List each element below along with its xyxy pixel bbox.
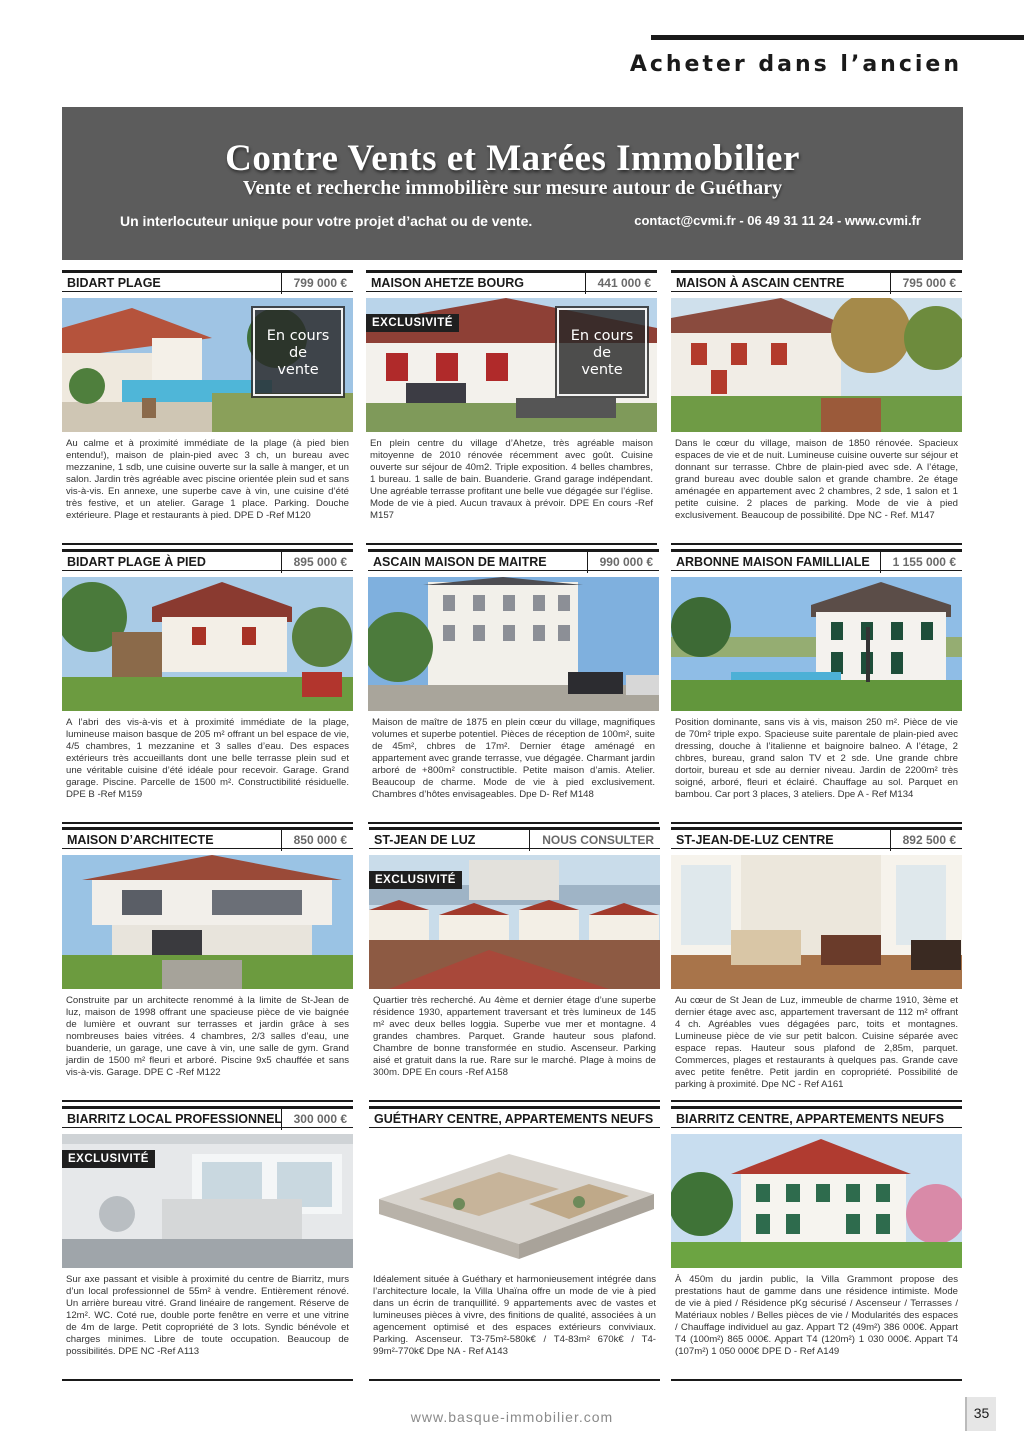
listing-header [62,827,353,849]
listing-title: MAISON À ASCAIN CENTRE [676,276,845,290]
listing-title: BIDART PLAGE [67,276,161,290]
top-rule [651,35,1024,40]
listing-description: Maison de maître de 1875 en plein cœur du village, magnifiques volumes et superbe potentiel. Pièces de réception de 100m², suite de 45m², chbres de 17m². Dernier étage aménagé en appartement avec grande terrasse, vue dégagée. Charmant jardin arboré de +800m² constructible. Petite maison d’amis. Atelier. Beaucoup de charme. Mode de vie à pied exclusivement. Chambres d’hôtes envisageables. Dpe D- Ref M148 [372,717,655,800]
page-number: 35 [965,1397,996,1431]
listing-photo[interactable] [671,577,962,711]
listing-header [671,827,962,849]
card-divider [671,822,962,824]
section-title: Acheter dans l’ancien [629,52,962,77]
listing-description: Sur axe passant et visible à proximité du centre de Biarritz, murs d’un local professionnel de 55m² à vendre. Entièrement rénové. Un arrière bureau vitré. Grand linéaire de rangement. Réserve de 12m². WC. Coté rue, double porte fenêtre en verre et une vitrine de 4m de large. Petit copropriété de 3 lots. Syndic bénévole et charges minimes. Libre de toute occupation. Beaucoup de possibilités. DPE NC -Ref A113 [66,1274,349,1357]
listing-card[interactable] [369,827,660,1078]
listing-description: Idéalement située à Guéthary et harmonieusement intégrée dans l’architecture locale, la Villa Uhaïna offre un mode de vie à pied dans un écrin de tranquillité. 9 appartements avec de vastes et lumineuses pièces à vivre, des finitions de qualité, associées à un agencement optimisé et des espaces extérieurs conviviaux. Parking. Ascenseur. T3-75m²-580k€ / T4-83m² 670k€ / T4-99m²-770k€ Dpe NA - Ref A143 [373,1274,656,1357]
card-divider [671,1379,962,1381]
listing-header [368,549,659,571]
listing-description: À 450m du jardin public, la Villa Grammont propose des prestations haut de gamme dans une résidence intimiste. Mode de vie à pied / Résidence pKg sécurisé / Ascenseur / Terrasses / Matériaux nobles / Belles pièces de vie / Modularités des espaces / Chauffage individuel au gaz. Appart T2 (49m²) 386 000€. Appart T4 (100m²) 865 000€. Appart T4 (120m²) 1 030 000€. Appart T4 (107m²) 1 050 000€ DPE D - Ref A149 [675,1274,958,1357]
listing-description: Position dominante, sans vis à vis, maison 250 m². Pièce de vie de 70m² triple expo. Spacieuse suite parentale de plain-pied avec dressing, douche à l’italienne et baignoire balneo. A l’étage, 2 chbres, bureau, grand salon TV et 2 sde. Une grande chbre dortoir, bureau et sde au dernier niveau. Jardin de 2200m² très soigné, arboré, fleuri et éclairé. Chauffage au sol. Parquet en bambou. Car port 3 places, 3 ateliers. Dpe A - Ref M134 [675,717,958,800]
listing-title: BIARRITZ LOCAL PROFESSIONNEL [67,1112,283,1126]
listing-header [671,270,962,292]
listing-photo[interactable] [368,577,659,711]
listing-header [671,1106,962,1128]
listing-title: GUÉTHARY CENTRE, APPARTEMENTS NEUFS [374,1112,654,1126]
card-divider [366,543,657,545]
listing-header [62,549,353,571]
listing-price: 1 155 000 € [880,552,962,573]
card-divider [671,543,962,545]
listing-photo[interactable] [62,298,353,432]
listing-photo[interactable] [62,577,353,711]
sale-status-box: En cours de vente [253,308,343,396]
listing-price: 799 000 € [281,273,353,294]
listing-title: BIARRITZ CENTRE, APPARTEMENTS NEUFS [676,1112,945,1126]
listing-photo[interactable] [62,855,353,989]
listing-price: 990 000 € [587,552,659,573]
listing-description: En plein centre du village d’Ahetze, très agréable maison mitoyenne de 2010 rénovée récemment avec goût. Cuisine ouverte sur séjour de 40m2. Triple exposition. 4 belles chambres, 1 bureau. 1 salle de bain. Buanderie. Grand garage indépendant. Une agréable terrasse profitant une belle vue dégagée sur l’église. Mode de vie à pied. Aucun travaux à prévoir. DPE En cours -Ref M157 [370,438,653,521]
listing-card[interactable] [671,827,962,1090]
listing-photo[interactable] [62,1134,353,1268]
listing-header [62,1106,353,1128]
agency-tagline: Un interlocuteur unique pour votre projet d’achat ou de vente. [120,213,533,229]
card-divider [368,822,659,824]
agency-contact[interactable]: contact@cvmi.fr - 06 49 31 11 24 - www.cvmi.fr [634,213,921,228]
exclusive-badge: EXCLUSIVITÉ [62,1150,155,1168]
listing-title: ST-JEAN-DE-LUZ CENTRE [676,833,834,847]
listing-card[interactable] [671,549,962,800]
listing-title: ARBONNE MAISON FAMILLIALE [676,555,870,569]
listing-card[interactable] [62,827,353,1078]
listing-photo[interactable] [369,855,660,989]
agency-banner [62,107,963,260]
listing-price: 441 000 € [585,273,657,294]
card-divider [62,1100,353,1102]
listing-description: Quartier très recherché. Au 4ème et dernier étage d’une superbe résidence 1930, appartement traversant et très lumineux de 145 m² avec deux belles loggia. Superbe vue mer et montagne. 4 grandes chambres. Parquet. Grande hauteur sous plafond. Chambre de bonne transformée en studio. Ascenseur. Parking aisé et gratuit dans la rue. Rare sur le marché. Plage à moins de 300m. DPE En cours -Ref A158 [373,995,656,1078]
listing-title: ST-JEAN DE LUZ [374,833,476,847]
listing-description: Dans le cœur du village, maison de 1850 rénovée. Spacieux espaces de vie et de nuit. Lumineuse cuisine ouverte sur séjour et donnant sur terrasse. Chbre de plain-pied avec sde. A l’étage, grand bureau avec double salon et grande chambre. 2e étage aménagée en appartement avec 2 chambres, 2 sde, 1 salon et 1 petite cuisine. 2 places de parking. Mode de vie à pied exclusivement. Beaucoup de possibilité. Dpe NC - Ref. M147 [675,438,958,521]
listing-photo[interactable] [369,1134,660,1268]
card-divider [62,543,353,545]
card-divider [671,1100,962,1102]
sale-status-box: En cours de vente [557,308,647,396]
listing-photo[interactable] [366,298,657,432]
card-divider [369,1379,660,1381]
listing-description: A l’abri des vis-à-vis et à proximité immédiate de la plage, lumineuse maison basque de 205 m² offrant un bel espace de vie, 4/5 chambres, 1 mezzanine et 3 salles d’eau. Des espaces extérieurs très accueillants dont une belle terrasse plein sud et une véritable cuisine d’été idéale pour recevoir. Garage. Grand garage. Piscine. Parcelle de 1500 m². Constructibilité résiduelle. DPE B -Ref M159 [66,717,349,800]
listing-title: MAISON D’ARCHITECTE [67,833,214,847]
listing-card[interactable] [369,1106,660,1357]
listing-card[interactable] [62,1106,353,1357]
listing-photo[interactable] [671,298,962,432]
card-divider [62,822,353,824]
listing-card[interactable] [671,1106,962,1357]
card-divider [369,1100,660,1102]
listing-card[interactable] [62,270,353,521]
listing-photo[interactable] [671,855,962,989]
listing-card[interactable] [368,549,659,800]
exclusive-badge: EXCLUSIVITÉ [366,314,459,332]
card-divider [62,1379,353,1381]
listing-price: 795 000 € [890,273,962,294]
listing-header [366,270,657,292]
footer-url[interactable]: www.basque-immobilier.com [410,1409,614,1425]
listing-title: ASCAIN MAISON DE MAITRE [373,555,547,569]
agency-subtitle: Vente et recherche immobilière sur mesure autour de Guéthary [242,177,783,199]
listing-photo[interactable] [671,1134,962,1268]
listing-header [62,270,353,292]
listing-price: 895 000 € [281,552,353,573]
listing-card[interactable] [62,549,353,800]
listing-header [369,827,660,849]
listing-header [369,1106,660,1128]
listing-card[interactable] [366,270,657,521]
listing-card[interactable] [671,270,962,521]
listing-title: BIDART PLAGE À PIED [67,555,206,569]
exclusive-badge: EXCLUSIVITÉ [369,871,462,889]
listing-title: MAISON AHETZE BOURG [371,276,525,290]
listing-price: NOUS CONSULTER [529,830,660,851]
listing-description: Au calme et à proximité immédiate de la plage (à pied bien entendu!), maison de plain-pied avec 3 ch, un bureau avec mezzanine, 1 sdb, une cuisine ouverte sur la salle à manger, et un salon. Jardin très agréable avec piscine orientée plein sud et sans vis-à-vis. En annexe, une superbe cave à vin, une cuisine d’été très festive, et un atelier. Garage 1 place. Parking. Douche extérieure. Plage et restaurants à pied. DPE D -Ref M120 [66,438,349,521]
listing-description: Construite par un architecte renommé à la limite de St-Jean de luz, maison de 1998 offrant une spacieuse pièce de vie baignée de lumière et ouvrant sur terrasses et jardin grâce à ses nombreuses baies vitrées. 4 chambres, 2/3 salles d’eau, une buanderie, un garage, une cave à vin, une salle de gym. Grand jardin de 1500 m² fleuri et arboré. Piscine 9x5 chauffée et sans vis-à-vis. Garage. DPE C -Ref M122 [66,995,349,1078]
listing-description: Au cœur de St Jean de Luz, immeuble de charme 1910, 3ème et dernier étage avec asc, appartement traversant de 112 m² offrant 4 ch. Agréables vues dégagées parc, toits et montagnes. Lumineuse pièce de vie sur petit balcon. Cuisine séparée avec espace repas. Hauteur sous plafond de 2,85m, parquet. Commerces, plages et restaurants à quelques pas. Grande cave avec petite fenêtre. Petit jardin en copropriété. Possibilité de parking à proximité. Dpe NC - Ref A161 [675,995,958,1090]
agency-name: Contre Vents et Marées Immobilier [225,138,800,179]
listing-header [671,549,962,571]
listing-price: 850 000 € [281,830,353,851]
listing-price: 892 500 € [890,830,962,851]
listing-price: 300 000 € [281,1109,353,1130]
